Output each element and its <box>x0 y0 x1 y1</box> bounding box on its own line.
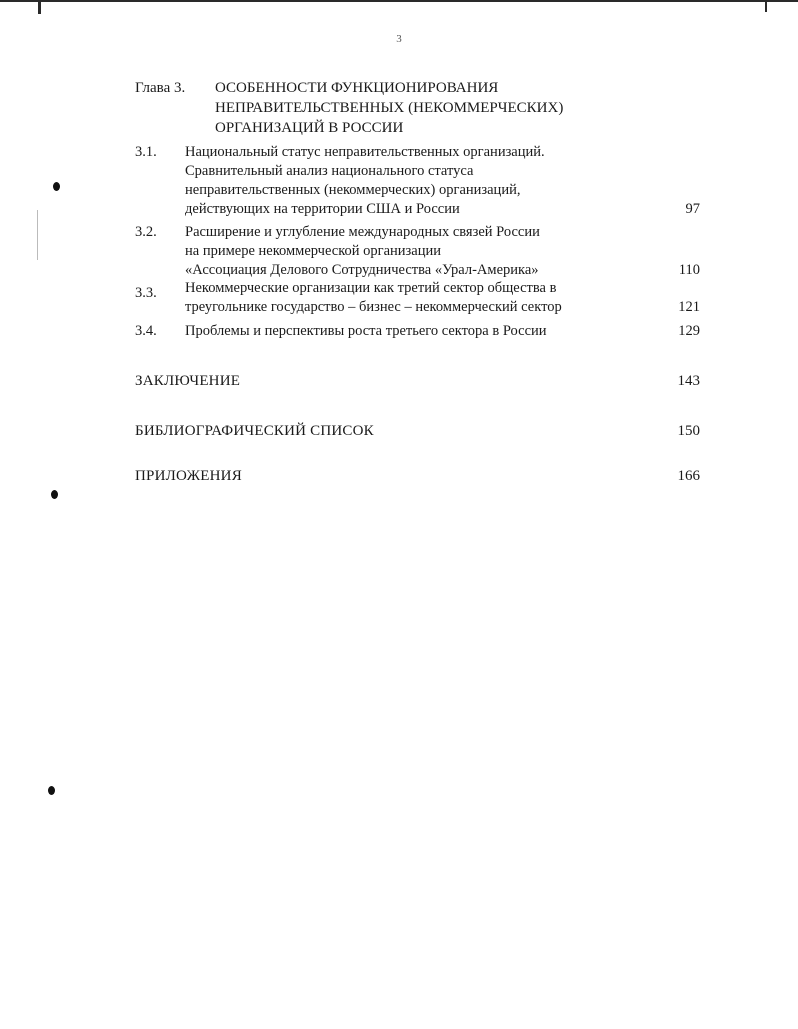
entry-line: треугольнике государство – бизнес – некоммерческий сектор <box>185 299 562 315</box>
entry-line: на примере некоммерческой организации <box>185 243 441 259</box>
section-page: 143 <box>677 373 700 389</box>
chapter-label: Глава 3. <box>135 80 186 96</box>
binder-hole-mark <box>48 786 55 795</box>
entry-text <box>185 279 562 317</box>
entry-number: 3.3. <box>135 285 157 301</box>
entry-number: 3.2. <box>135 224 157 240</box>
entry-page: 110 <box>678 262 700 278</box>
toc-entry-3-3 <box>135 279 700 317</box>
entry-text <box>185 143 545 219</box>
entry-number: 3.4. <box>135 323 157 339</box>
entry-page: 121 <box>678 299 700 315</box>
entry-line: Сравнительный анализ национального статуса <box>185 163 474 179</box>
entry-line: действующих на территории США и России <box>185 201 460 217</box>
scan-border-left-fragment <box>37 210 38 260</box>
entry-text <box>185 223 540 280</box>
chapter-title-line: НЕПРАВИТЕЛЬСТВЕННЫХ (НЕКОММЕРЧЕСКИХ) <box>215 100 564 116</box>
entry-line: Проблемы и перспективы роста третьего сектора в России <box>185 323 547 339</box>
entry-text <box>185 322 547 341</box>
scan-border-top-left <box>38 0 41 14</box>
entry-line: Расширение и углубление международных связей России <box>185 224 540 240</box>
section-page: 166 <box>677 468 700 484</box>
toc-entry-3-2 <box>135 223 700 280</box>
binder-hole-mark <box>51 490 58 499</box>
entry-number: 3.1. <box>135 144 157 160</box>
entry-page: 97 <box>685 201 700 217</box>
entry-line: Некоммерческие организации как третий сектор общества в <box>185 280 557 296</box>
chapter-title-line: ОСОБЕННОСТИ ФУНКЦИОНИРОВАНИЯ <box>215 80 499 96</box>
section-title: БИБЛИОГРАФИЧЕСКИЙ СПИСОК <box>135 423 374 439</box>
chapter-title <box>215 78 563 138</box>
scan-border-top <box>0 0 798 2</box>
scan-border-top-right <box>765 0 767 12</box>
entry-page: 129 <box>678 323 700 339</box>
entry-line: неправительственных (некоммерческих) организаций, <box>185 182 521 198</box>
binder-hole-mark <box>53 182 60 191</box>
chapter-title-line: ОРГАНИЗАЦИЙ В РОССИИ <box>215 120 404 136</box>
section-page: 150 <box>677 423 700 439</box>
toc-entry-3-4 <box>135 322 700 341</box>
page-number: 3 <box>396 33 402 45</box>
section-title: ЗАКЛЮЧЕНИЕ <box>135 373 241 389</box>
entry-line: «Ассоциация Делового Сотрудничества «Урал-Америка» <box>185 262 539 278</box>
section-title: ПРИЛОЖЕНИЯ <box>135 468 242 484</box>
entry-line: Национальный статус неправительственных организаций. <box>185 144 545 160</box>
toc-entry-3-1 <box>135 143 700 219</box>
